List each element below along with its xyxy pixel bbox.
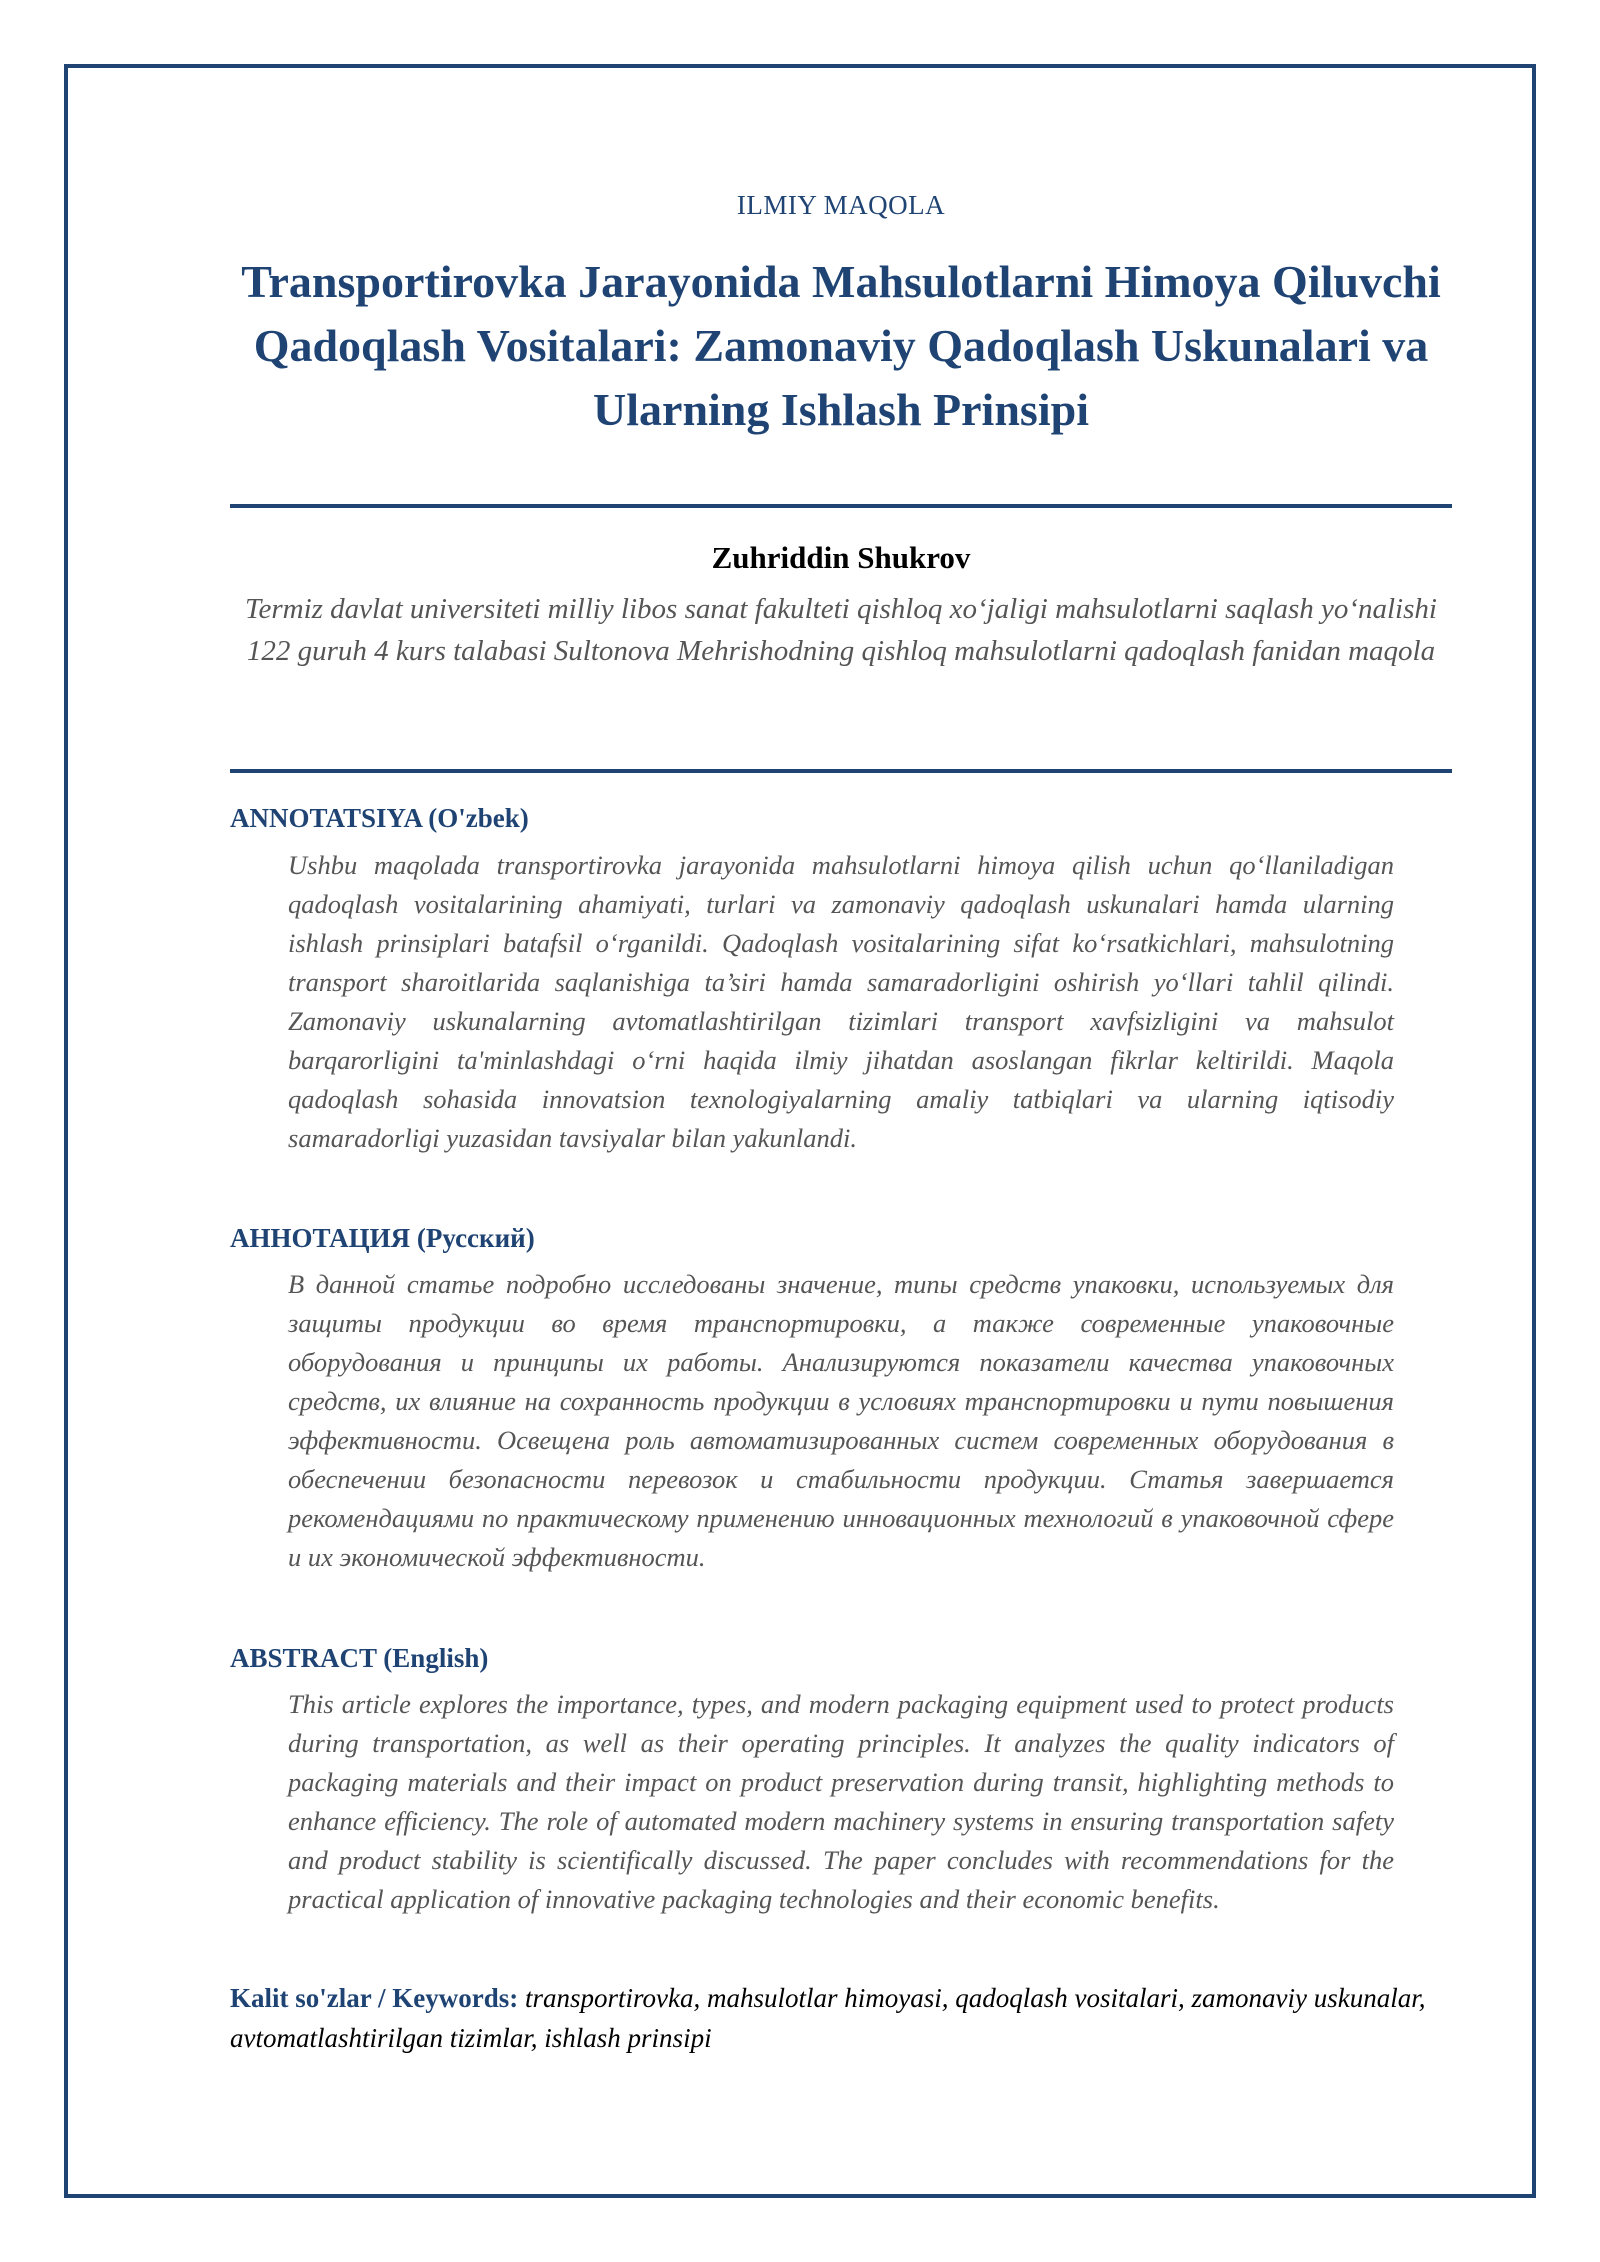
abstract-ru-text: В данной статье подробно исследованы значение, типы средств упаковки, используемых для защиты продукции во время транспортировки, а также современные упаковочные оборудования и принципы их работы. Анализируются показатели качества упаковочных средств, их влияние на сохранность продукции в условиях транспортировки и пути повышения эффективности. Освещена роль автоматизированных систем современных оборудования в обеспечении безопасности перевозок и стабильности продукции. Статья завершается рекомендациями по практическому применению инновационных технологий в упаковочной сфере и их экономической эффективности. — [288, 1269, 1394, 1572]
keywords-text: transportirovka, mahsulotlar himoyasi, qadoqlash vositalari, zamonaviy uskunalar, avtomatlashtirilgan tizimlar, ishlash prinsipi — [230, 1983, 1426, 2053]
author-divider — [230, 769, 1452, 773]
author-affiliation: Termiz davlat universiteti milliy libos sanat fakulteti qishloq xo‘jaligi mahsulotlarni saqlash yo‘nalishi 122 guruh 4 kurs talabasi Sultonova Mehrishodning qishloq mahsulotlarni qadoqlash fanidan maqola — [245, 593, 1437, 667]
author-name: Zuhriddin Shukrov — [711, 540, 971, 575]
abstract-uz-heading: ANNOTATSIYA (O'zbek) — [230, 803, 529, 833]
article-title: Transportirovka Jarayonida Mahsulotlarni Himoya Qiluvchi Qadoqlash Vositalari: Zamonaviy Qadoqlash Uskunalari va Ularning Ishlash Prinsipi — [241, 256, 1441, 435]
article-type-label: ILMIY MAQOLA — [736, 190, 946, 220]
abstract-uz-text: Ushbu maqolada transportirovka jarayonida mahsulotlarni himoya qilish uchun qo‘llaniladigan qadoqlash vositalarining ahamiyati, turlari va zamonaviy qadoqlash uskunalari hamda ularning ishlash prinsiplari batafsil o‘rganildi. Qadoqlash vositalarining sifat ko‘rsatkichlari, mahsulotning transport sharoitlarida saqlanishiga ta’siri hamda samaradorligini oshirish yo‘llari tahlil qilindi. Zamonaviy uskunalarning avtomatlashtirilgan tizimlari transport xavfsizligini va mahsulot barqarorligini ta'minlashdagi o‘rni haqida ilmiy jihatdan asoslangan fikrlar keltirildi. Maqola qadoqlash sohasida innovatsion texnologiyalarning amaliy tatbiqlari va ularning iqtisodiy samaradorligi yuzasidan tavsiyalar bilan yakunlandi. — [288, 850, 1394, 1153]
abstract-en-text: This article explores the importance, types, and modern packaging equipment used to protect products during transportation, as well as their operating principles. It analyzes the quality indicators of packaging materials and their impact on product preservation during transit, highlighting methods to enhance efficiency. The role of automated modern machinery systems in ensuring transportation safety and product stability is scientifically discussed. The paper concludes with recommendations for the practical application of innovative packaging technologies and their economic benefits. — [288, 1689, 1394, 1914]
keywords-label: Kalit so'zlar / Keywords: — [230, 1983, 519, 2013]
title-divider — [230, 504, 1452, 508]
abstract-en-heading: ABSTRACT (English) — [230, 1643, 489, 1673]
abstract-ru-heading: АННОТАЦИЯ (Русский) — [230, 1223, 535, 1253]
keywords — [230, 1978, 1452, 2058]
